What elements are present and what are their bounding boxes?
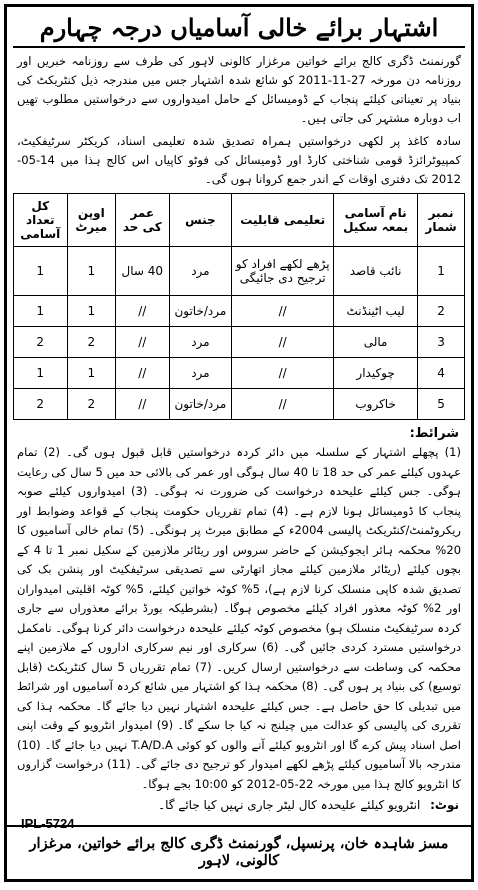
col-total: کل تعداد آسامی	[14, 194, 68, 247]
cell-qualification: //	[232, 296, 334, 327]
cell-total: 1	[14, 358, 68, 389]
note-label: نوٹ:	[430, 798, 459, 812]
cell-age-limit: //	[116, 389, 169, 420]
vacancies-table	[13, 193, 465, 420]
table-header-row	[14, 194, 465, 247]
cell-qualification: //	[232, 358, 334, 389]
signatory-footer: مسز شاہدہ خان، پرنسپل، گورنمنٹ ڈگری کالج برائے خواتین، مرغزار کالونی، لاہور	[7, 825, 471, 879]
col-serial: نمبر شمار	[418, 194, 465, 247]
cell-post: مالی	[334, 327, 418, 358]
conditions-heading: شرائط:	[409, 426, 459, 441]
cell-qualification: //	[232, 327, 334, 358]
note-text: انٹرویو کیلئے علیحدہ کال لیٹر جاری نہیں کیا جائے گا۔	[158, 798, 421, 812]
cell-serial: 4	[418, 358, 465, 389]
cell-total: 1	[14, 296, 68, 327]
note	[7, 796, 471, 814]
reference-code: IPL-5724	[21, 816, 75, 831]
ad-title: اشتہار برائے خالی آسامیاں درجہ چہارم	[13, 7, 465, 48]
cell-open-merit: 1	[67, 358, 116, 389]
cell-age-limit: //	[116, 327, 169, 358]
table-row	[14, 389, 465, 420]
conditions-text: (1) پچھلے اشتہار کے سلسلہ میں دائر کردہ درخواستیں قابل قبول ہوں گی۔ (2) تمام عہدوں کیلئے عمر کی حد 18 تا 40 سال ہوگی اور عمر کی بالائی حد میں 5 سال کی رعایت ہوگی۔ جس کیلئے علیحدہ درخواست کی ضرورت نہ ہوگی۔ (3) امیدواروں کیلئے صوبہ پنجاب کا ڈومیسائل ہونا لازم ہے۔ (4) تمام تقرریاں حکومت پنجاب کے قواعد وضوابط اور ریکروٹمنٹ/کنٹریکٹ پالیسی 2004ء کے مطابق میرٹ پر ہونگی۔ (5) تمام خالی آسامیوں کا 20% محکمہ ہائر ایجوکیشن کے حاضر سروس اور ریٹائر ملازمین کے سکیل نمبر 1 تا 4 کے بچوں کیلئے (ریٹائر ملازمین کیلئے مجاز اتھارٹی سے تصدیقی سرٹیفکیٹ اور پنشن بک کی تصدیق شدہ کاپی منسلک کرنا لازم ہے)، 5% کوٹہ خواتین کیلئے، 5% کوٹہ اقلیتی امیدواران اور 2% کوٹہ معذور افراد کیلئے مخصوص ہوگا۔ (بشرطیکہ بورڈ برائے معذوراں سے جاری کردہ سرٹیفکیٹ منسلک ہو) مخصوص کوٹہ کیلئے علیحدہ درخواست دائر کرنا ہوگی۔ نامکمل درخواستیں مسترد کردی جائیں گی۔ (6) سرکاری اور نیم سرکاری اداروں کے ملازمین اپنے محکمہ کی وساطت سے درخواستیں ارسال کریں۔ (7) تمام تقرریاں 5 سال کنٹریکٹ (قابل توسیع) کی بنیاد پر ہوں گی۔ (8) محکمہ ہذا کو اشتہار میں شائع کردہ آسامیوں اور شرائط میں تبدیلی کا حق حاصل ہے۔ جس کیلئے علیحدہ اشتہار نہیں دیا جائے گا۔ محکمہ ہذا کی تقرری کی پالیسی کو عدالت میں چیلنج نہ کیا جا سکے گا۔ (9) امیدوار انٹرویو کے وقت اپنی اصل اسناد پیش کرے گا اور انٹرویو کیلئے آنے والوں کو کوئی T.A/D.A نہیں دیا جائے گا۔ (10) مندرجہ بالا آسامیوں کیلئے پڑھے لکھے امیدوار کو ترجیح دی جائے گی۔ (11) درخواست گزاروں کا انٹرویو کالج ہذا میں مورخہ 22-05-2012 کو 10:00 بجے ہوگا۔	[17, 445, 462, 791]
cell-post: چوکیدار	[334, 358, 418, 389]
col-qualification: تعلیمی قابلیت	[232, 194, 334, 247]
cell-serial: 5	[418, 389, 465, 420]
cell-gender: مرد/خاتون	[169, 389, 232, 420]
cell-post: نائب قاصد	[334, 247, 418, 296]
cell-qualification: پڑھے لکھے افراد کو ترجیح دی جائیگی	[232, 247, 334, 296]
cell-total: 2	[14, 327, 68, 358]
cell-open-merit: 2	[67, 389, 116, 420]
cell-gender: مرد	[169, 327, 232, 358]
cell-post: خاکروب	[334, 389, 418, 420]
table-row	[14, 296, 465, 327]
instructions-paragraph: سادہ کاغذ پر لکھی درخواستیں ہمراہ تصدیق شدہ تعلیمی اسناد، کریکٹر سرٹیفکیٹ، کمپیوٹرائزڈ قومی شناختی کارڈ اور ڈومیسائل کی فوٹو کاپیاں اس کالج ہذا میں 14-05-2012 تک دفتری اوقات کے اندر جمع کروانا ہوں گی۔	[17, 134, 461, 186]
cell-open-merit: 1	[67, 296, 116, 327]
col-gender: جنس	[169, 194, 232, 247]
table-row	[14, 247, 465, 296]
table-row	[14, 358, 465, 389]
cell-serial: 2	[418, 296, 465, 327]
intro-paragraph: گورنمنٹ ڈگری کالج برائے خواتین مرغزار کالونی لاہور کی طرف سے روزنامہ خبریں اور روزنامہ دن مورخہ 27-11-2011 کو شائع شدہ اشتہار جس میں مندرجہ ذیل کنٹریکٹ کی بنیاد پر تعیناتی کیلئے پنجاب کے ڈومیسائل کے حامل امیدواروں سے درخواستیں مطلوب تھیں اب دوبارہ مشتہر کی جاتی ہیں۔	[17, 54, 461, 125]
cell-gender: مرد	[169, 247, 232, 296]
cell-serial: 1	[418, 247, 465, 296]
cell-age-limit: //	[116, 358, 169, 389]
cell-total: 1	[14, 247, 68, 296]
table-row	[14, 327, 465, 358]
cell-age-limit: 40 سال	[116, 247, 169, 296]
cell-post: لیب اٹینڈنٹ	[334, 296, 418, 327]
cell-serial: 3	[418, 327, 465, 358]
col-open-merit: اوپن میرٹ	[67, 194, 116, 247]
cell-gender: مرد/خاتون	[169, 296, 232, 327]
cell-total: 2	[14, 389, 68, 420]
cell-open-merit: 2	[67, 327, 116, 358]
advertisement	[4, 4, 474, 882]
col-age-limit: عمر کی حد	[116, 194, 169, 247]
cell-qualification: //	[232, 389, 334, 420]
cell-gender: مرد	[169, 358, 232, 389]
col-post: نام آسامی بمعہ سکیل	[334, 194, 418, 247]
cell-open-merit: 1	[67, 247, 116, 296]
cell-age-limit: //	[116, 296, 169, 327]
